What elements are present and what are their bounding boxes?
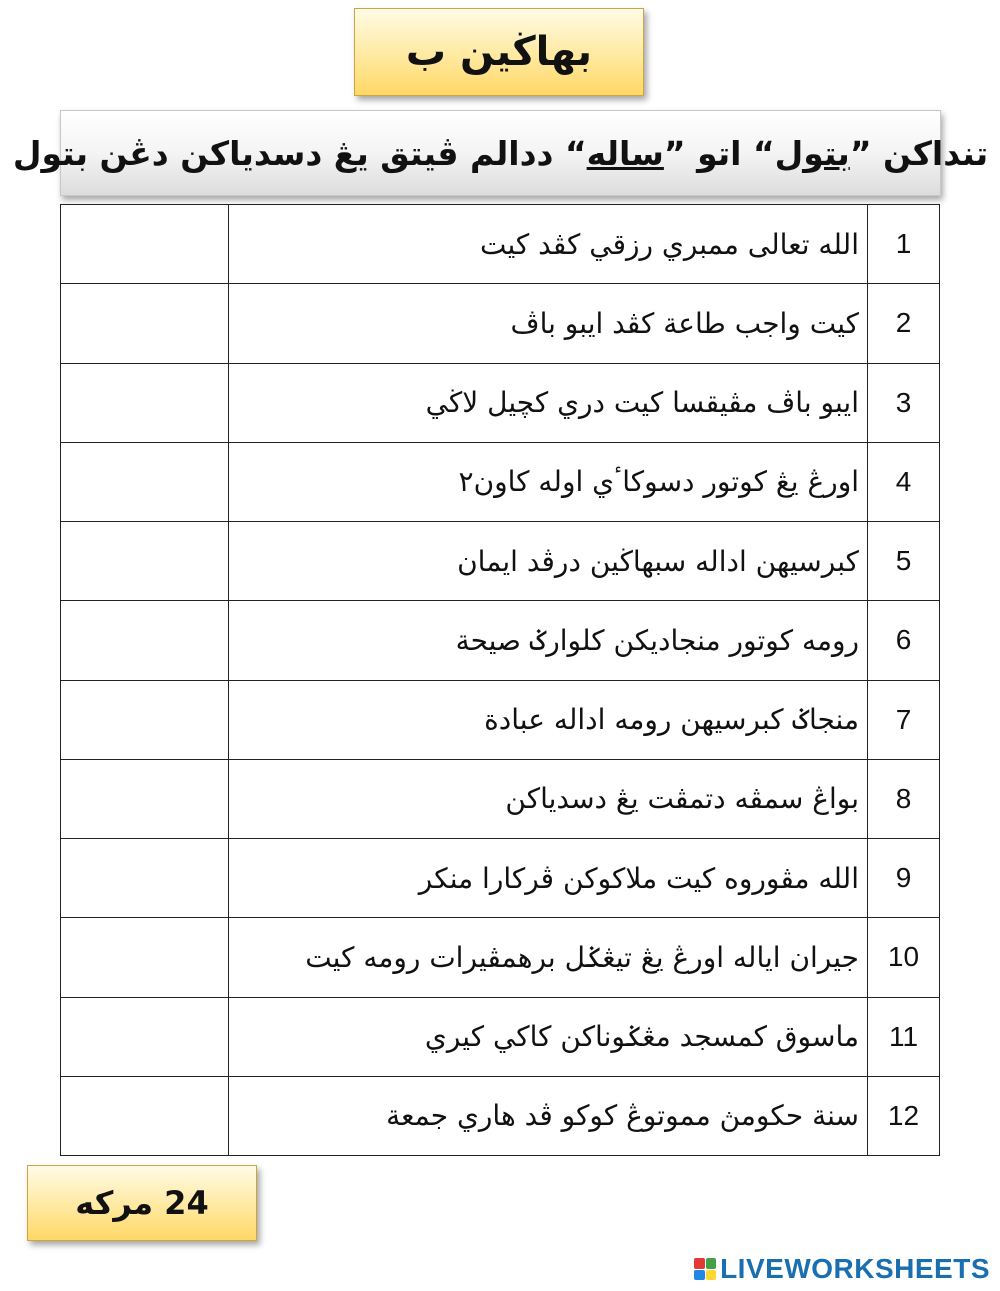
question-text: سنة حكومڽ مموتوڠ كوكو ڤد هاري جمعة [229,1076,868,1155]
question-text: بواڠ سمڤه دتمڤت يڠ دسدياكن [229,759,868,838]
question-number: 9 [868,839,940,918]
question-text: اورڠ يڠ كوتور دسوكاٴي اوله كاون٢ [229,442,868,521]
question-row [61,205,940,284]
question-row [61,522,940,601]
question-row [61,601,940,680]
marks-box [27,1165,257,1241]
instruction-word-batul: بتول [774,133,850,173]
answer-drop-box[interactable] [61,205,229,284]
instruction-part-1: تنداكن ” [849,133,989,173]
question-number: 8 [868,759,940,838]
question-row [61,1076,940,1155]
question-text: رومه كوتور منجاديكن كلوارݢ صيحة [229,601,868,680]
question-row [61,759,940,838]
question-number: 4 [868,442,940,521]
question-number: 3 [868,363,940,442]
worksheet-title [354,8,644,96]
answer-drop-box[interactable] [61,1076,229,1155]
question-number: 2 [868,284,940,363]
instruction-part-3: “ ددالم ڤيتق يڠ دسدياكن دڠن بتول [12,133,587,173]
question-number: 6 [868,601,940,680]
question-row [61,442,940,521]
question-text: جيران اياله اورڠ يڠ تيڠݢل برهمڤيرات رومه كيت [229,918,868,997]
questions-table [60,204,940,1156]
question-row [61,839,940,918]
answer-drop-box[interactable] [61,363,229,442]
question-row [61,680,940,759]
question-number: 11 [868,997,940,1076]
question-number: 5 [868,522,940,601]
question-text: كبرسيهن اداله سبهاڬين درڤد ايمان [229,522,868,601]
question-text: الله مڤوروه كيت ملاكوكن ڤركارا منكر [229,839,868,918]
answer-drop-box[interactable] [61,997,229,1076]
question-text: ماسوق كمسجد مڠݢوناكن كاكي كيري [229,997,868,1076]
question-number: 7 [868,680,940,759]
liveworksheets-logo [694,1252,990,1286]
answer-drop-box[interactable] [61,284,229,363]
instruction-banner [12,110,989,196]
marks-label: 24 مركه [75,1184,209,1222]
liveworksheets-grid-icon [694,1258,716,1280]
worksheet-title-text: بهاڬين ب [405,29,593,75]
answer-drop-box[interactable] [61,918,229,997]
question-number: 10 [868,918,940,997]
answer-drop-box[interactable] [61,680,229,759]
question-number: 12 [868,1076,940,1155]
answer-drop-box[interactable] [61,522,229,601]
question-text: منجاݢ كبرسيهن رومه اداله عبادة [229,680,868,759]
answer-drop-box[interactable] [61,759,229,838]
question-number: 1 [868,205,940,284]
question-text: الله تعالى ممبري رزقي كڤد كيت [229,205,868,284]
instruction-word-salah: ساله [586,133,664,173]
question-row [61,363,940,442]
question-text: ايبو باڤ مڤيقسا كيت دري كچيل لاڬي [229,363,868,442]
question-row [61,997,940,1076]
answer-drop-box[interactable] [61,839,229,918]
question-row [61,284,940,363]
answer-drop-box[interactable] [61,601,229,680]
question-text: كيت واجب طاعة كڤد ايبو باڤ [229,284,868,363]
question-row [61,918,940,997]
answer-drop-box[interactable] [61,442,229,521]
instruction-part-2: “ اتو ” [663,133,775,173]
liveworksheets-brand: LIVEWORKSHEETS [720,1253,990,1284]
